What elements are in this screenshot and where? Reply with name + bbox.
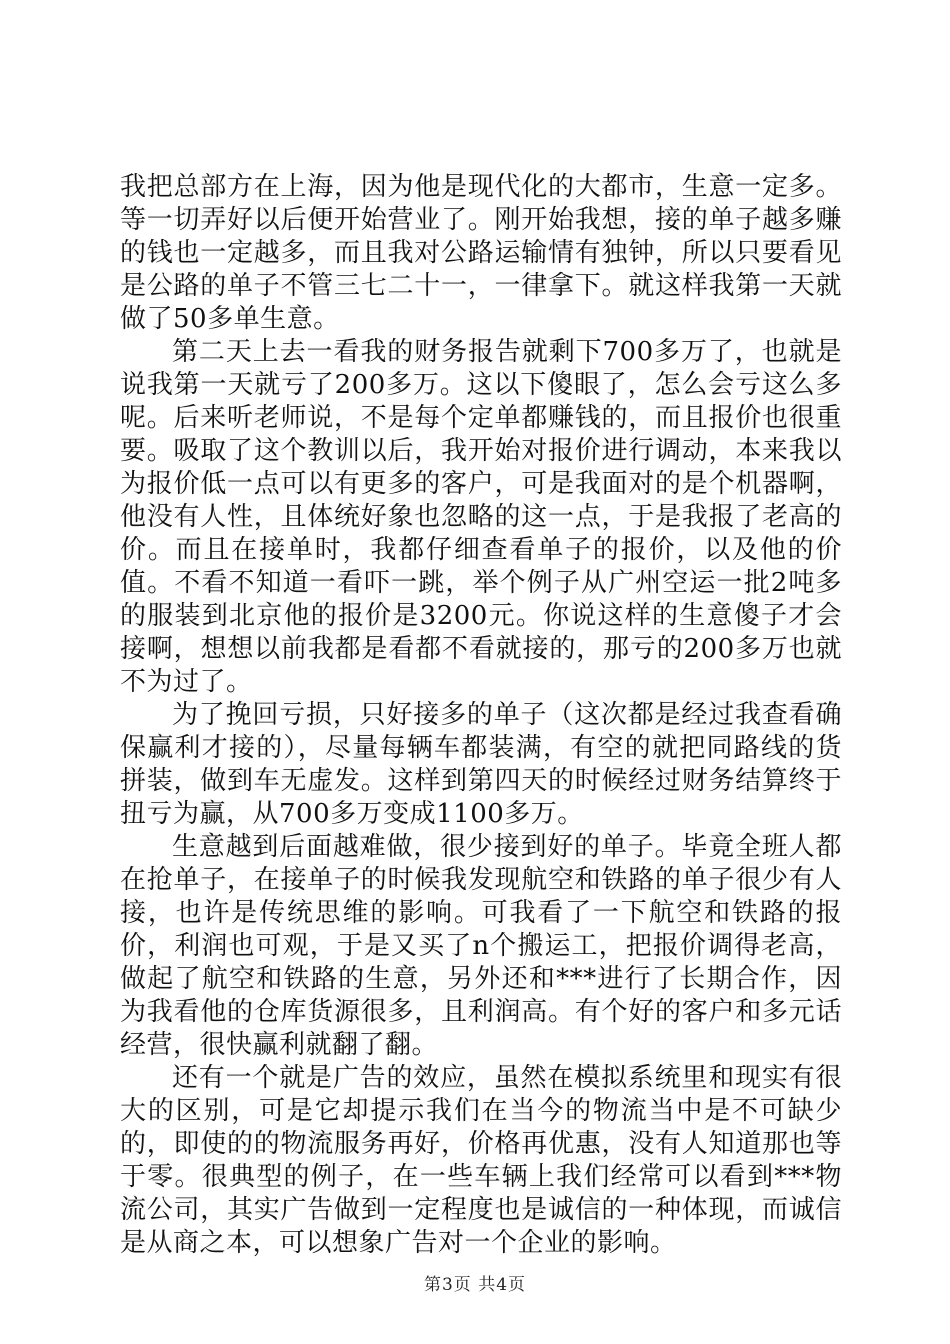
paragraph-3: 为了挽回亏损，只好接多的单子（这次都是经过我查看确保赢利才接的），尽量每辆车都装满，有空的就把同路线的货拼装，做到车无虚发。这样到第四天的时候经过财务结算终于扭亏为赢，从700多万变成1100多万。: [120, 700, 842, 829]
paragraph-5: 还有一个就是广告的效应，虽然在模拟系统里和现实有很大的区别，可是它却提示我们在当今的物流当中是不可缺少的，即使的的物流服务再好，价格再优惠，没有人知道那也等于零。很典型的例子，在一些车辆上我们经常可以看到***物流公司，其实广告做到一定程度也是诚信的一种体现，而诚信是从商之本，可以想象广告对一个企业的影响。: [120, 1063, 842, 1258]
paragraph-4: 生意越到后面越难做，很少接到好的单子。毕竟全班人都在抢单子，在接单子的时候我发现航空和铁路的单子很少有人接，也许是传统思维的影响。可我看了一下航空和铁路的报价，利润也可观，于是又买了n个搬运工，把报价调得老高，做起了航空和铁路的生意，另外还和***进行了长期合作，因为我看他的仓库货源很多，且利润高。有个好的客户和多元话经营，很快赢利就翻了翻。: [120, 832, 842, 1060]
document-body: [120, 171, 842, 1260]
page-number-footer: 第3页 共4页: [423, 1275, 527, 1295]
paragraph-2: 第二天上去一看我的财务报告就剩下700多万了，也就是说我第一天就亏了200多万。这以下傻眼了，怎么会亏这么多呢。后来听老师说，不是每个定单都赚钱的，而且报价也很重要。吸取了这个教训以后，我开始对报价进行调动，本来我以为报价低一点可以有更多的客户，可是我面对的是个机器啊，他没有人性，且体统好象也忽略的这一点，于是我报了老高的价。而且在接单时，我都仔细查看单子的报价，以及他的价值。不看不知道一看吓一跳，举个例子从广州空运一批2吨多的服装到北京他的报价是3200元。你说这样的生意傻子才会接啊，想想以前我都是看都不看就接的，那亏的200多万也就不为过了。: [120, 337, 842, 697]
paragraph-1: 我把总部方在上海，因为他是现代化的大都市，生意一定多。等一切弄好以后便开始营业了。刚开始我想，接的单子越多赚的钱也一定越多，而且我对公路运输情有独钟，所以只要看见是公路的单子不管三七二十一，一律拿下。就这样我第一天就做了50多单生意。: [120, 172, 842, 334]
